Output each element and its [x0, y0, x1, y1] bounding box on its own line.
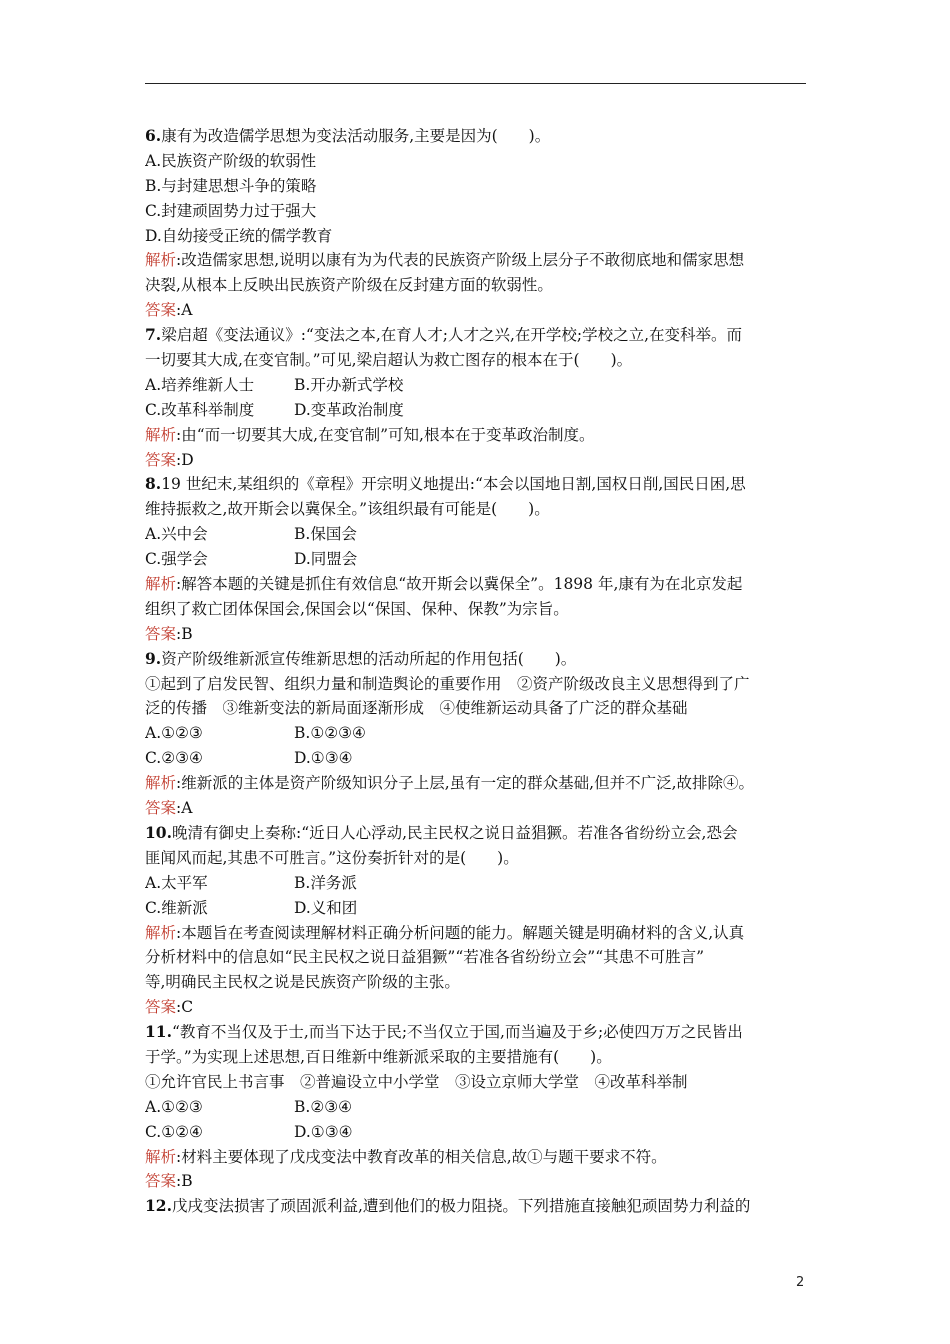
answer-option: C.①②④ [145, 1122, 203, 1141]
question-stem-text: 晚清有御史上奏称:“近日人心浮动,民主民权之说日益猖獗。若准各省纷纷立会,恐会 [171, 823, 738, 842]
answer-label: 答案 [145, 799, 177, 818]
answer-option: B.②③④ [294, 1097, 353, 1116]
question-stem-line [145, 647, 810, 672]
answer-line [145, 298, 810, 323]
answer-option: A.民族资产阶级的软弱性 [145, 151, 317, 170]
question-stem-line [145, 672, 810, 697]
answer-label: 答案 [145, 998, 177, 1017]
question-stem-text: 维持振救之,故开斯会以冀保全。”该组织最有可能是( )。 [145, 500, 550, 519]
question-stem-text: 19 世纪末,某组织的《章程》开宗明义地提出:“本会以国地日割,国权日削,国民日困,思 [161, 475, 746, 494]
question-number: 9. [145, 648, 162, 668]
answer-value: :A [176, 799, 193, 818]
question-stem-text: ①允许官民上书言事 ②普遍设立中小学堂 ③设立京师大学堂 ④改革科举制 [145, 1072, 688, 1091]
analysis-line [145, 970, 810, 995]
question-number: 8. [145, 474, 162, 494]
answer-option: C.强学会 [145, 550, 208, 569]
analysis-label: 解析 [145, 774, 177, 793]
answer-option: A.培养维新人士 [145, 375, 255, 394]
answer-label: 答案 [145, 1172, 177, 1191]
analysis-label: 解析 [145, 1147, 177, 1166]
answer-option-row [145, 373, 810, 398]
answer-option: B.保国会 [294, 525, 357, 544]
answer-option: D.义和团 [294, 898, 358, 917]
question-stem-text: 于学。”为实现上述思想,百日维新中维新派采取的主要措施有( )。 [145, 1047, 612, 1066]
question-stem-line [145, 1045, 810, 1070]
question-stem-text: ①起到了启发民智、组织力量和制造舆论的重要作用 ②资产阶级改良主义思想得到了广 [145, 674, 750, 693]
answer-option-row [145, 896, 810, 921]
analysis-line [145, 771, 810, 796]
analysis-text: :由“而一切要其大成,在变官制”可知,根本在于变革政治制度。 [176, 425, 595, 444]
answer-option: D.①③④ [294, 1122, 353, 1141]
answer-label: 答案 [145, 450, 177, 469]
question-stem-text: 戊戌变法损害了顽固派利益,遭到他们的极力阻挠。下列措施直接触犯顽固势力利益的 [171, 1197, 751, 1216]
question-stem-line [145, 1194, 810, 1219]
question-number: 6. [145, 126, 162, 145]
analysis-label: 解析 [145, 575, 177, 594]
question-block [145, 472, 810, 646]
question-stem-line [145, 846, 810, 871]
analysis-text: 分析材料中的信息如“民主民权之说日益猖獗”“若准各省纷纷立会”“其患不可胜言” [145, 948, 705, 967]
answer-value: :A [176, 301, 193, 320]
answer-value: :B [176, 624, 193, 643]
question-block [145, 323, 810, 472]
question-stem-text: 资产阶级维新派宣传维新思想的活动所起的作用包括( )。 [161, 649, 577, 668]
answer-option: A.兴中会 [145, 525, 208, 544]
answer-option: C.②③④ [145, 749, 203, 768]
answer-option: B.①②③④ [294, 724, 366, 743]
analysis-label: 解析 [145, 425, 177, 444]
answer-option: D.①③④ [294, 749, 353, 768]
answer-option-row [145, 398, 810, 423]
analysis-text: 等,明确民主民权之说是民族资产阶级的主张。 [145, 973, 460, 992]
answer-option: A.太平军 [145, 873, 208, 892]
question-list [145, 124, 810, 1219]
analysis-label: 解析 [145, 923, 177, 942]
analysis-text: :解答本题的关键是抓住有效信息“故开斯会以冀保全”。1898 年,康有为在北京发起 [176, 575, 743, 594]
answer-value: :C [176, 998, 194, 1017]
question-stem-text: 康有为改造儒学思想为变法活动服务,主要是因为( )。 [161, 127, 551, 145]
analysis-line [145, 423, 810, 448]
answer-option: C.改革科举制度 [145, 400, 255, 419]
answer-option: C.维新派 [145, 898, 208, 917]
analysis-label: 解析 [145, 251, 177, 270]
question-block [145, 124, 810, 323]
question-stem-line [145, 472, 810, 497]
answer-option: A.①②③ [145, 1097, 203, 1116]
answer-option-row [145, 746, 810, 771]
question-block [145, 1194, 810, 1219]
answer-label: 答案 [145, 624, 177, 643]
question-block [145, 821, 810, 1020]
analysis-line [145, 248, 810, 273]
analysis-text: :改造儒家思想,说明以康有为为代表的民族资产阶级上层分子不敢彻底地和儒家思想 [176, 251, 745, 270]
header-rule [145, 83, 806, 84]
answer-option-row [145, 1095, 810, 1120]
answer-line [145, 796, 810, 821]
answer-option: D.变革政治制度 [294, 400, 404, 419]
question-stem-text: 匪闻风而起,其患不可胜言。”这份奏折针对的是( )。 [145, 848, 519, 867]
analysis-line [145, 273, 810, 298]
question-stem-text: “教育不当仅及于士,而当下达于民;不当仅立于国,而当遍及于乡;必使四万万之民皆出 [171, 1023, 743, 1042]
answer-line [145, 622, 810, 647]
question-block [145, 647, 810, 821]
question-stem-line [145, 696, 810, 721]
analysis-text: 决裂,从根本上反映出民族资产阶级在反封建方面的软弱性。 [145, 276, 553, 295]
answer-line [145, 995, 810, 1020]
page-number: 2 [796, 1275, 805, 1290]
question-number: 11. [145, 1022, 172, 1042]
answer-value: :B [176, 1172, 193, 1191]
analysis-text: :本题旨在考查阅读理解材料正确分析问题的能力。解题关键是明确材料的含义,认真 [176, 923, 745, 942]
analysis-line [145, 597, 810, 622]
question-stem-text: 梁启超《变法通议》:“变法之本,在育人才;人才之兴,在开学校;学校之立,在变科举。而 [161, 326, 743, 345]
answer-option-row [145, 547, 810, 572]
question-stem-line [145, 1070, 810, 1095]
answer-option-row [145, 871, 810, 896]
analysis-line [145, 572, 810, 597]
question-stem-line [145, 1020, 810, 1045]
question-stem-line [145, 821, 810, 846]
analysis-line [145, 945, 810, 970]
answer-line [145, 1169, 810, 1194]
answer-option: C.封建顽固势力过于强大 [145, 201, 317, 220]
analysis-line [145, 921, 810, 946]
answer-option: D.同盟会 [294, 550, 358, 569]
answer-option: B.与封建思想斗争的策略 [145, 176, 317, 195]
analysis-text: :维新派的主体是资产阶级知识分子上层,虽有一定的群众基础,但并不广泛,故排除④。 [176, 774, 755, 793]
answer-option-row [145, 522, 810, 547]
answer-option: A.①②③ [145, 724, 203, 743]
question-stem-line [145, 497, 810, 522]
question-number: 12. [145, 1196, 172, 1216]
answer-option: B.开办新式学校 [294, 375, 404, 394]
answer-option-row [145, 721, 810, 746]
answer-line [145, 448, 810, 473]
question-number: 10. [145, 822, 172, 842]
question-stem-line [145, 323, 810, 348]
answer-label: 答案 [145, 301, 177, 320]
analysis-line [145, 1145, 810, 1170]
question-number: 7. [145, 325, 162, 345]
question-stem-text: 一切要其大成,在变官制。”可见,梁启超认为救亡图存的根本在于( )。 [145, 351, 633, 370]
answer-value: :D [176, 450, 194, 469]
question-block [145, 1020, 810, 1194]
analysis-text: :材料主要体现了戊戌变法中教育改革的相关信息,故①与题干要求不符。 [176, 1147, 667, 1166]
answer-option: B.洋务派 [294, 873, 357, 892]
answer-option: D.自幼接受正统的儒学教育 [145, 226, 333, 245]
analysis-text: 组织了救亡团体保国会,保国会以“保国、保种、保教”为宗旨。 [145, 599, 569, 618]
question-stem-text: 泛的传播 ③维新变法的新局面逐渐形成 ④使维新运动具备了广泛的群众基础 [145, 699, 688, 718]
question-stem-line [145, 348, 810, 373]
question-stem-line [145, 124, 810, 149]
answer-option-row [145, 1120, 810, 1145]
